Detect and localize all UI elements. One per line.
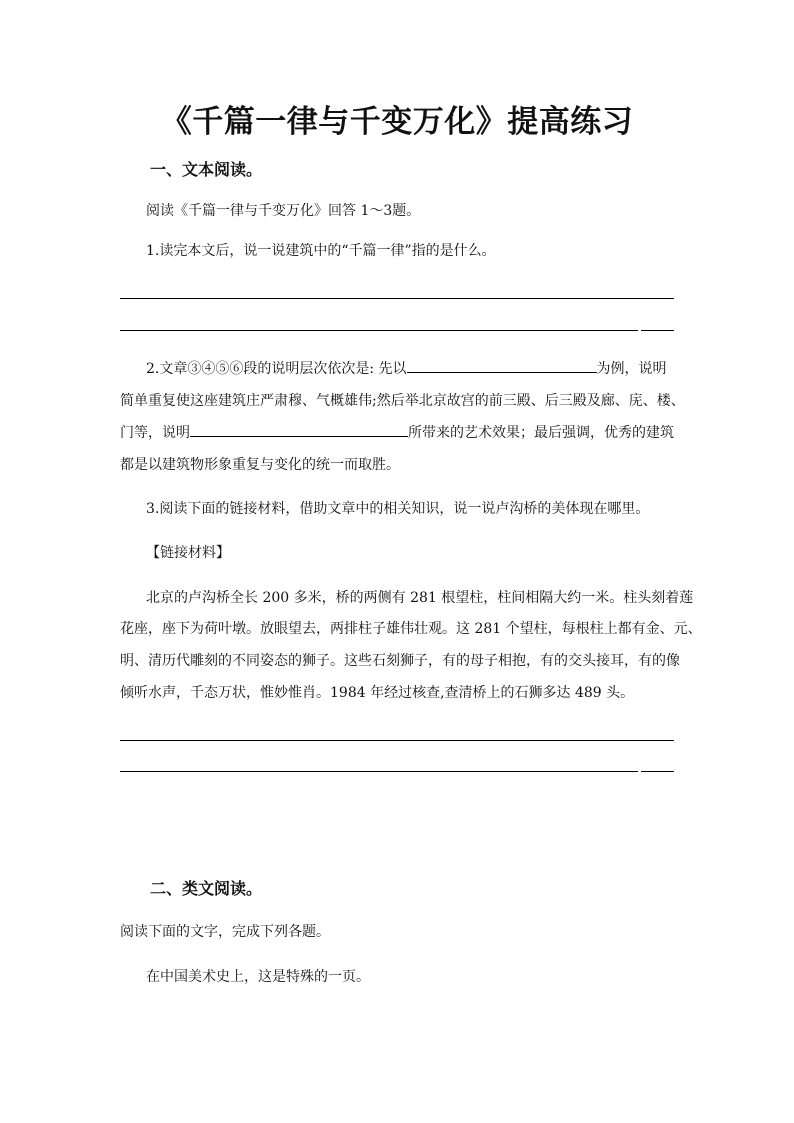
q2-blank-2[interactable]	[190, 422, 408, 437]
section1-heading: 一、文本阅读。	[150, 160, 263, 179]
q2-blank-1[interactable]	[407, 358, 597, 373]
section1-intro: 阅读《千篇一律与千变万化》回答 1～3题。	[146, 203, 421, 219]
section2-first-line: 在中国美术史上，这是特殊的一页。	[146, 969, 370, 985]
question-3: 3.阅读下面的链接材料，借助文章中的相关知识，说一说卢沟桥的美体现在哪里。	[146, 501, 650, 517]
page-title: 《千篇一律与千变万化》提高练习	[160, 104, 634, 140]
answer-line-q1-1	[120, 298, 674, 299]
material-line-4: 倾听水声，千态万状，惟妙惟肖。1984 年经过核查,查清桥上的石狮多达 489 头。	[120, 685, 635, 701]
question-2-line-4: 都是以建筑物形象重复与变化的统一而取胜。	[120, 457, 400, 473]
answer-line-q3-1	[120, 740, 674, 741]
question-2-line-2: 简单重复使这座建筑庄严肃穆、气概雄伟;然后举北京故宫的前三殿、后三殿及廊、庑、楼、	[120, 393, 685, 409]
answer-line-q3-2	[120, 771, 638, 772]
material-line-2: 花座，座下为荷叶墩。放眼望去，两排柱子雄伟壮观。这 281 个望柱，每根柱上都有金、元、	[120, 621, 702, 637]
question-1: 1.读完本文后，说一说建筑中的“千篇一律”指的是什么。	[146, 243, 496, 259]
question-2-mid: 门等，说明	[120, 425, 190, 441]
material-line-1: 北京的卢沟桥全长 200 多米，桥的两侧有 281 根望柱，柱间相隔大约一米。柱头刻着莲	[146, 590, 694, 606]
answer-line-q1-2	[120, 330, 638, 331]
section2-heading: 二、类文阅读。	[150, 879, 263, 898]
question-2-mid-tail: 所带来的艺术效果；最后强调，优秀的建筑	[408, 425, 674, 441]
link-material-heading: 【链接材料】	[146, 545, 230, 561]
section2-intro: 阅读下面的文字，完成下列各题。	[120, 924, 330, 940]
question-2-line-1	[120, 358, 676, 378]
material-line-3: 明、清历代雕刻的不同姿态的狮子。这些石刻狮子，有的母子相抱，有的交头接耳，有的像	[120, 653, 680, 669]
question-2-lead: 2.文章③④⑤⑥段的说明层次依次是: 先以	[146, 361, 407, 377]
answer-line-q3-2-tail	[641, 771, 674, 772]
answer-line-q1-2-tail	[641, 330, 674, 331]
question-2-line-3	[120, 422, 676, 442]
question-2-lead-tail: 为例，说明	[596, 361, 667, 377]
